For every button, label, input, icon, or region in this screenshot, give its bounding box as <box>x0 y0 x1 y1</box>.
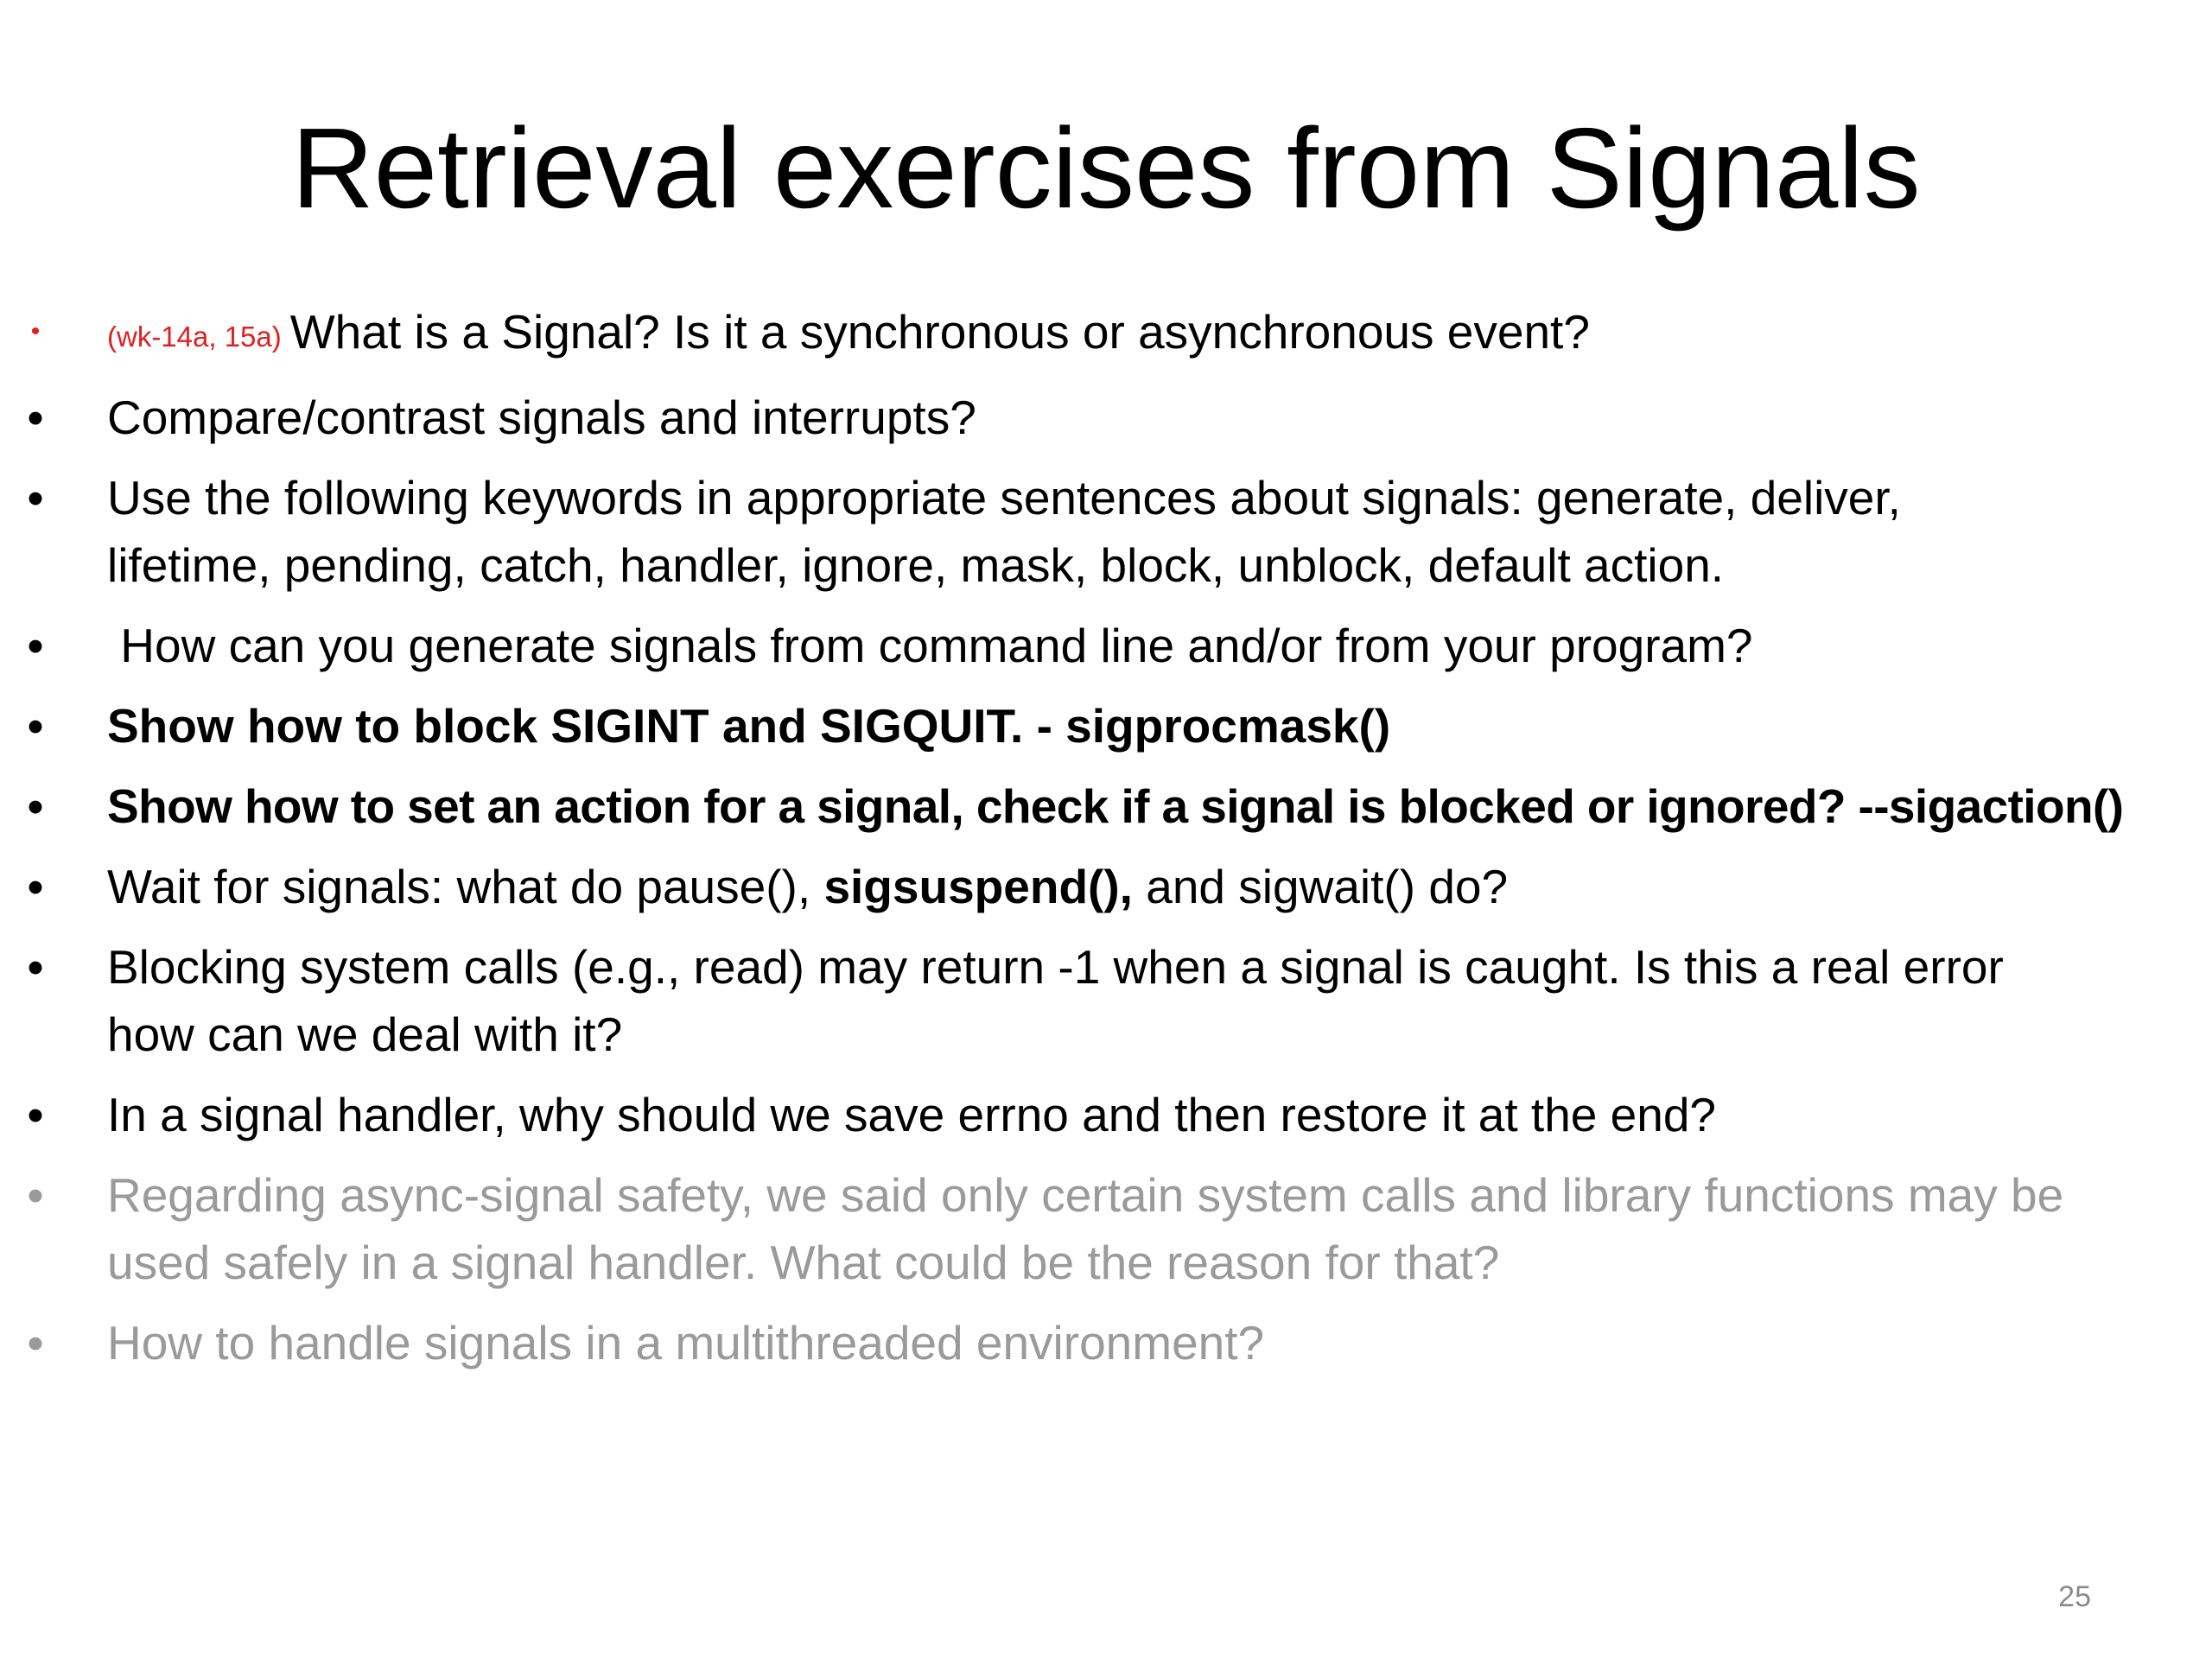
item-text-line-2: lifetime, pending, catch, handler, ignore, mask, block, unblock, default action. <box>107 538 1725 592</box>
item-text-line-2: used safely in a signal handler. What could be the reason for that? <box>107 1236 1500 1289</box>
bullet-icon: • <box>27 471 44 524</box>
list-item <box>0 464 2212 599</box>
list-item <box>0 1161 2212 1296</box>
bullet-icon: • <box>27 699 44 753</box>
item-text: Show how to set an action for a signal, check if a signal is blocked or ignored? --sigaction() <box>107 779 2124 833</box>
list-item <box>0 853 2212 920</box>
item-text: How can you generate signals from command line and/or from your program? <box>107 619 1753 672</box>
list-item <box>0 298 2212 371</box>
list-item <box>0 612 2212 679</box>
bullet-icon: • <box>27 391 44 444</box>
item-text: In a signal handler, why should we save errno and then restore it at the end? <box>107 1088 1717 1141</box>
item-text: Compare/contrast signals and interrupts? <box>107 391 976 444</box>
list-item <box>0 1309 2212 1376</box>
bullet-icon: • <box>27 1168 44 1222</box>
list-item <box>0 772 2212 840</box>
item-text-line-1: Regarding async-signal safety, we said only certain system calls and library functions may be <box>107 1168 2064 1222</box>
bullet-list <box>0 298 2212 1389</box>
list-item <box>0 1081 2212 1148</box>
bullet-icon: • <box>27 1088 44 1141</box>
bullet-icon: • <box>27 779 44 833</box>
page-number: 25 <box>2058 1580 2091 1613</box>
item-text-bold: sigsuspend(), <box>823 860 1133 913</box>
item-text: Show how to block SIGINT and SIGQUIT. - sigprocmask() <box>107 699 1391 753</box>
item-text-line-1: Use the following keywords in appropriate sentences about signals: generate, deliver, <box>107 471 1901 524</box>
list-item <box>0 933 2212 1068</box>
bullet-icon: • <box>27 940 44 994</box>
item-text: How to handle signals in a multithreaded environment? <box>107 1316 1265 1370</box>
item-text: What is a Signal? Is it a synchronous or asynchronous event? <box>289 305 1590 359</box>
list-item <box>0 692 2212 760</box>
item-text-after: and sigwait() do? <box>1132 860 1509 913</box>
item-text-line-1: Blocking system calls (e.g., read) may return -1 when a signal is caught. Is this a real error <box>107 940 2004 994</box>
list-item <box>0 384 2212 451</box>
bullet-icon: • <box>27 619 44 672</box>
bullet-icon: • <box>27 1316 44 1370</box>
bullet-icon: • <box>30 317 41 346</box>
week-tag: (wk-14a, 15a) <box>107 321 282 353</box>
item-text-line-2: how can we deal with it? <box>107 1007 623 1061</box>
slide-title: Retrieval exercises from Signals <box>291 105 1921 232</box>
bullet-icon: • <box>27 860 44 913</box>
item-text-before: Wait for signals: what do pause(), <box>107 860 824 913</box>
